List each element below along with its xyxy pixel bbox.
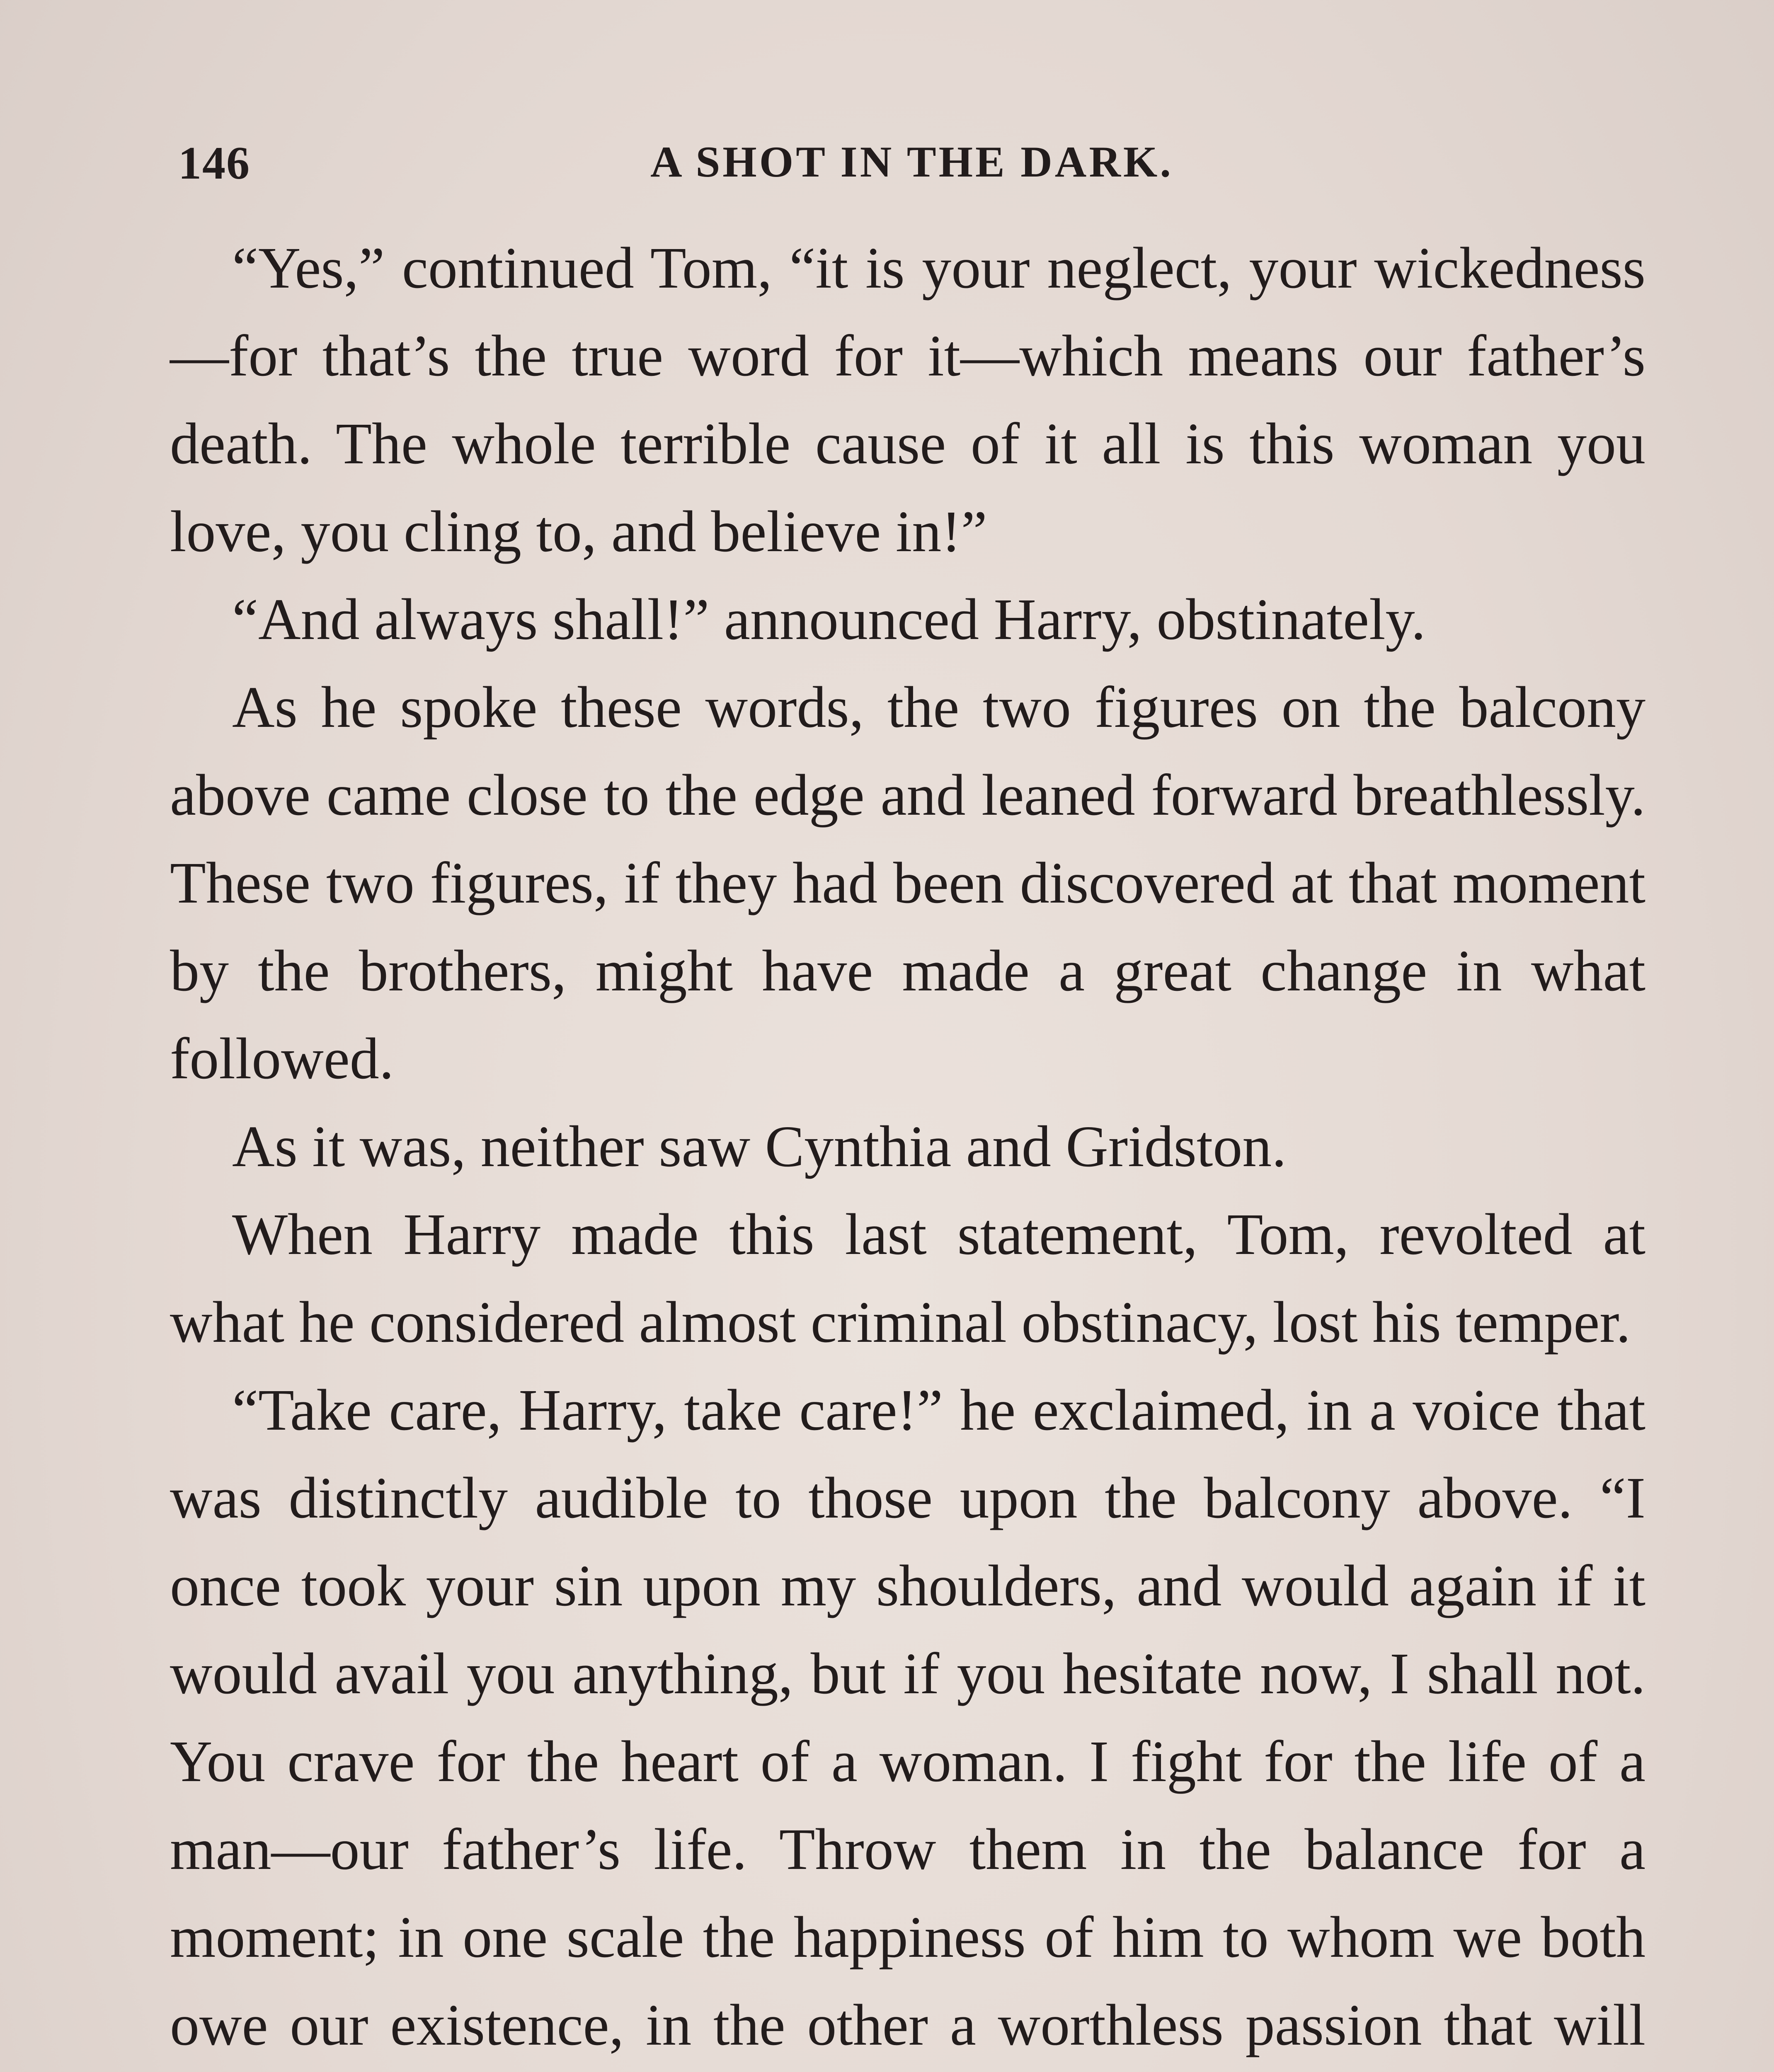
paragraph: “Yes,” continued Tom, “it is your neglect, your wickedness—for that’s the true word for it—which means our father’s death. The whole terrible cause of it all is this woman you love, you cling to, and believe in!” [170, 235, 1646, 564]
page-number: 146 [178, 138, 250, 189]
paragraph: When Harry made this last statement, Tom, revolted at what he considered almost criminal obstinacy, lost his temper. [170, 1201, 1646, 1355]
paragraph: “And always shall!” announced Harry, obstinately. [232, 586, 1426, 652]
paragraph: As he spoke these words, the two figures on the balcony above came close to the edge and leaned forward breathlessly. These two figures, if they had been discovered at that moment by the brothers, might have made a great change in what followed. [170, 674, 1646, 1091]
paragraph: As it was, neither saw Cynthia and Gridston. [232, 1113, 1287, 1179]
running-title: A SHOT IN THE DARK. [650, 138, 1173, 186]
paragraph: “Take care, Harry, take care!” he exclaimed, in a voice that was distinctly audible to those upon the balcony above. “I once took your sin upon my shoulders, and would again if it would avail you anything, but if you hesitate now, I shall not. You crave for the heart of a woman. I fight for the life of a man—our father’s life. Throw them in the balance for a moment; in one scale the happiness of him to whom we both owe our existence, in the other a worthless passion that will [170, 1377, 1646, 2057]
body-text [170, 224, 1646, 2072]
page-header [174, 137, 1650, 199]
